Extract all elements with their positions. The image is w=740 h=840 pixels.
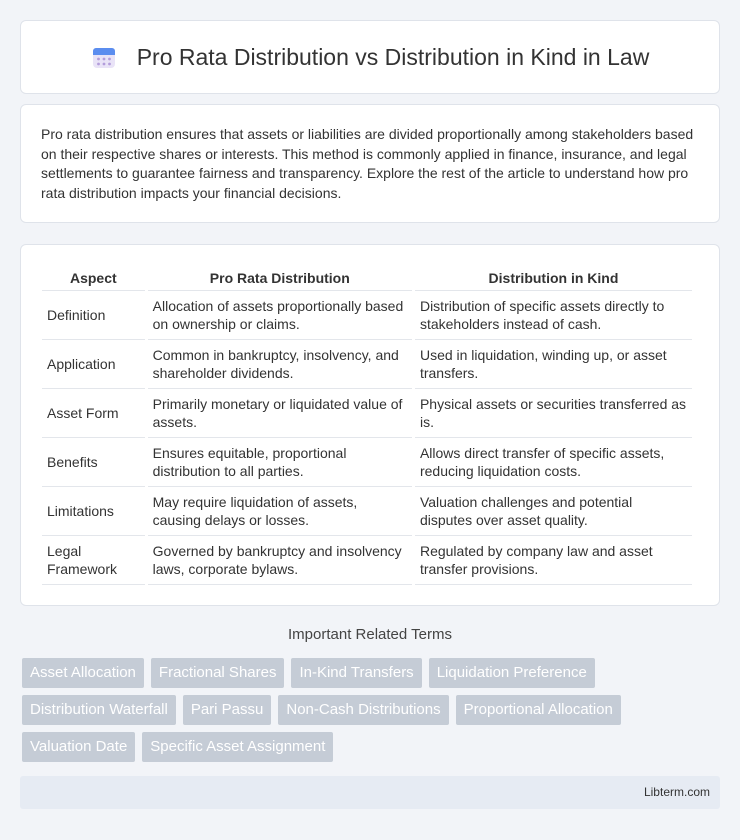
related-term-tag[interactable]: Pari Passu <box>183 695 272 725</box>
row-pro-rata: May require liquidation of assets, causing delays or losses. <box>148 487 412 536</box>
related-terms-title: Important Related Terms <box>288 626 452 643</box>
related-terms-list <box>22 658 722 762</box>
row-in-kind: Regulated by company law and asset transfer provisions. <box>415 536 692 585</box>
table-row <box>42 438 692 487</box>
related-term-tag[interactable]: Distribution Waterfall <box>22 695 176 725</box>
row-pro-rata: Allocation of assets proportionally based on ownership or claims. <box>148 291 412 340</box>
row-aspect: Benefits <box>42 438 145 487</box>
comparison-table <box>39 265 695 585</box>
row-in-kind: Physical assets or securities transferred as is. <box>415 389 692 438</box>
related-term-tag[interactable]: Fractional Shares <box>151 658 285 688</box>
related-term-tag[interactable]: Non-Cash Distributions <box>278 695 448 725</box>
row-in-kind: Valuation challenges and potential disputes over asset quality. <box>415 487 692 536</box>
related-term-tag[interactable]: In-Kind Transfers <box>291 658 421 688</box>
row-in-kind: Allows direct transfer of specific assets, reducing liquidation costs. <box>415 438 692 487</box>
row-aspect: Legal Framework <box>42 536 145 585</box>
related-term-tag[interactable]: Specific Asset Assignment <box>142 732 333 762</box>
related-term-tag[interactable]: Proportional Allocation <box>456 695 621 725</box>
related-term-tag[interactable]: Liquidation Preference <box>429 658 595 688</box>
table-row <box>42 389 692 438</box>
row-pro-rata: Ensures equitable, proportional distribution to all parties. <box>148 438 412 487</box>
related-term-tag[interactable]: Asset Allocation <box>22 658 144 688</box>
row-aspect: Asset Form <box>42 389 145 438</box>
footer <box>20 776 720 809</box>
row-aspect: Limitations <box>42 487 145 536</box>
row-in-kind: Used in liquidation, winding up, or asset transfers. <box>415 340 692 389</box>
header-pro-rata: Pro Rata Distribution <box>148 265 412 291</box>
footer-site-link[interactable]: Libterm.com <box>643 785 710 799</box>
comparison-card <box>20 244 720 606</box>
table-row <box>42 291 692 340</box>
header-card <box>20 20 720 94</box>
table-row <box>42 340 692 389</box>
intro-text: Pro rata distribution ensures that assets or liabilities are divided proportionally among stakeholders based on their respective shares or interests. This method is commonly applied in finance, insurance, and legal settlements to guarantee fairness and transparency. Explore the rest of the article to understand how pro rata distribution impacts your financial decisions. <box>41 126 694 201</box>
related-term-tag[interactable]: Valuation Date <box>22 732 135 762</box>
row-in-kind: Distribution of specific assets directly to stakeholders instead of cash. <box>415 291 692 340</box>
calendar-icon <box>91 44 117 70</box>
row-pro-rata: Primarily monetary or liquidated value of assets. <box>148 389 412 438</box>
row-pro-rata: Common in bankruptcy, insolvency, and shareholder dividends. <box>148 340 412 389</box>
row-aspect: Application <box>42 340 145 389</box>
intro-card <box>20 104 720 223</box>
row-pro-rata: Governed by bankruptcy and insolvency laws, corporate bylaws. <box>148 536 412 585</box>
table-row <box>42 536 692 585</box>
table-header-row <box>42 265 692 291</box>
header-aspect: Aspect <box>42 265 145 291</box>
row-aspect: Definition <box>42 291 145 340</box>
header-in-kind: Distribution in Kind <box>415 265 692 291</box>
table-row <box>42 487 692 536</box>
page-title: Pro Rata Distribution vs Distribution in Kind in Law <box>136 43 650 70</box>
